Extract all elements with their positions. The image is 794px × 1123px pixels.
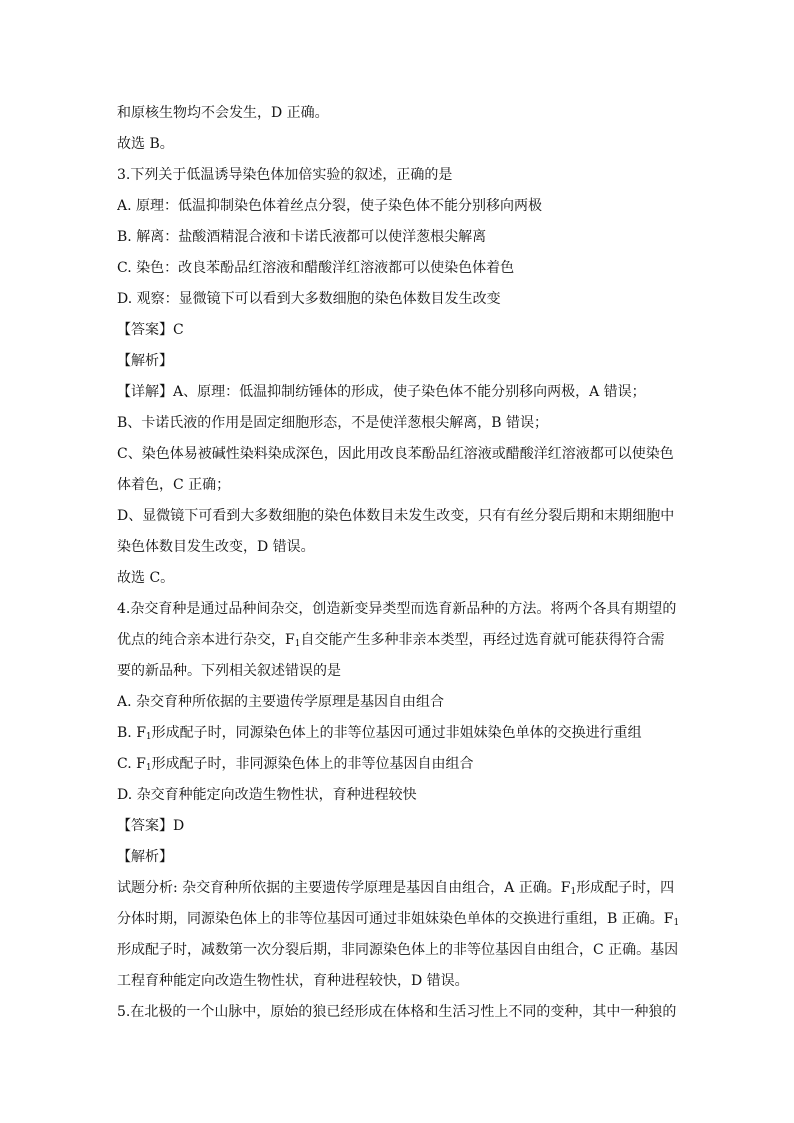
answer-label: 【答案】C: [117, 322, 184, 338]
question-4-option-b: [117, 718, 682, 749]
text-line: [117, 873, 682, 904]
text-line: 要的新品种。下列相关叙述错误的是: [117, 663, 341, 679]
text-span: 形成配子时，四: [576, 880, 675, 896]
text-line: D、显微镜下可看到大多数细胞的染色体数目未发生改变，只有有丝分裂后期和末期细胞中: [117, 508, 675, 524]
text-line: C、染色体易被碱性染料染成深色，因此用改良苯酚品红溶液或醋酸洋红溶液都可以使染色: [117, 446, 674, 462]
subscript: 1: [294, 639, 301, 649]
question-3-option-c: C. 染色：改良苯酚品红溶液和醋酸洋红溶液都可以使染色体着色: [117, 260, 515, 276]
text-span: 形成配子时，同源染色体上的非等位基因可通过非姐妹染色单体的交换进行重组: [151, 725, 642, 741]
analysis-label: 【解析】: [117, 353, 173, 369]
question-3-option-d: D. 观察：显微镜下可以看到大多数细胞的染色体数目发生改变: [117, 291, 501, 307]
text-line: 故选 C。: [117, 570, 175, 586]
question-4-stem: 4.杂交育种是通过品种间杂交，创造新变异类型而选育新品种的方法。将两个各具有期望的: [117, 601, 677, 617]
question-5-stem: 5.在北极的一个山脉中，原始的狼已经形成在体格和生活习性上不同的变种，其中一种狼的: [117, 1004, 677, 1020]
text-line: 和原核生物均不会发生，D 正确。: [117, 105, 329, 121]
subscript: 1: [673, 918, 680, 928]
text-span: 形成配子时，非同源染色体上的非等位基因自由组合: [151, 756, 474, 772]
text-span: 自交能产生多种非亲本类型，再经过选育就可能获得符合需: [300, 632, 665, 648]
answer-label: 【答案】D: [117, 818, 185, 834]
text-line: [117, 625, 682, 656]
text-line: B、卡诺氏液的作用是固定细胞形态，不是使洋葱根尖解离，B 错误；: [117, 415, 549, 431]
document-page: [117, 98, 682, 1028]
text-span: C. F: [117, 756, 146, 772]
question-3-stem: 3.下列关于低温诱导染色体加倍实验的叙述，正确的是: [117, 167, 453, 183]
text-line: 染色体数目发生改变，D 错误。: [117, 539, 315, 555]
text-span: 分体时期，同源染色体上的非等位基因可通过非姐妹染色单体的交换进行重组，B 正确。F: [117, 911, 674, 927]
analysis-label: 【解析】: [117, 849, 173, 865]
text-line: 形成配子时，减数第一次分裂后期，非同源染色体上的非等位基因自由组合，C 正确。基因: [117, 942, 679, 958]
text-span: B. F: [117, 725, 146, 741]
text-line: [117, 904, 682, 935]
text-span: 优点的纯合亲本进行杂交，F: [117, 632, 295, 648]
question-3-option-a: A. 原理：低温抑制染色体着丝点分裂，使子染色体不能分别移向两极: [117, 198, 543, 214]
question-4-option-a: A. 杂交育种所依据的主要遗传学原理是基因自由组合: [117, 694, 445, 710]
text-span: 试题分析: 杂交育种所依据的主要遗传学原理是基因自由组合，A 正确。F: [117, 880, 571, 896]
subscript: 1: [570, 887, 577, 897]
text-line: 【详解】A、原理：低温抑制纺锤体的形成，使子染色体不能分别移向两极，A 错误；: [117, 384, 646, 400]
text-line: 体着色，C 正确；: [117, 477, 231, 493]
question-4-option-c: [117, 749, 682, 780]
question-3-option-b: B. 解离：盐酸酒精混合液和卡诺氏液都可以使洋葱根尖解离: [117, 229, 487, 245]
question-4-option-d: D. 杂交育种能定向改造生物性状，育种进程较快: [117, 787, 417, 803]
text-line: 故选 B。: [117, 136, 174, 152]
text-line: 工程育种能定向改造生物性状，育种进程较快，D 错误。: [117, 973, 469, 989]
subscript: 1: [145, 732, 152, 742]
subscript: 1: [145, 763, 152, 773]
